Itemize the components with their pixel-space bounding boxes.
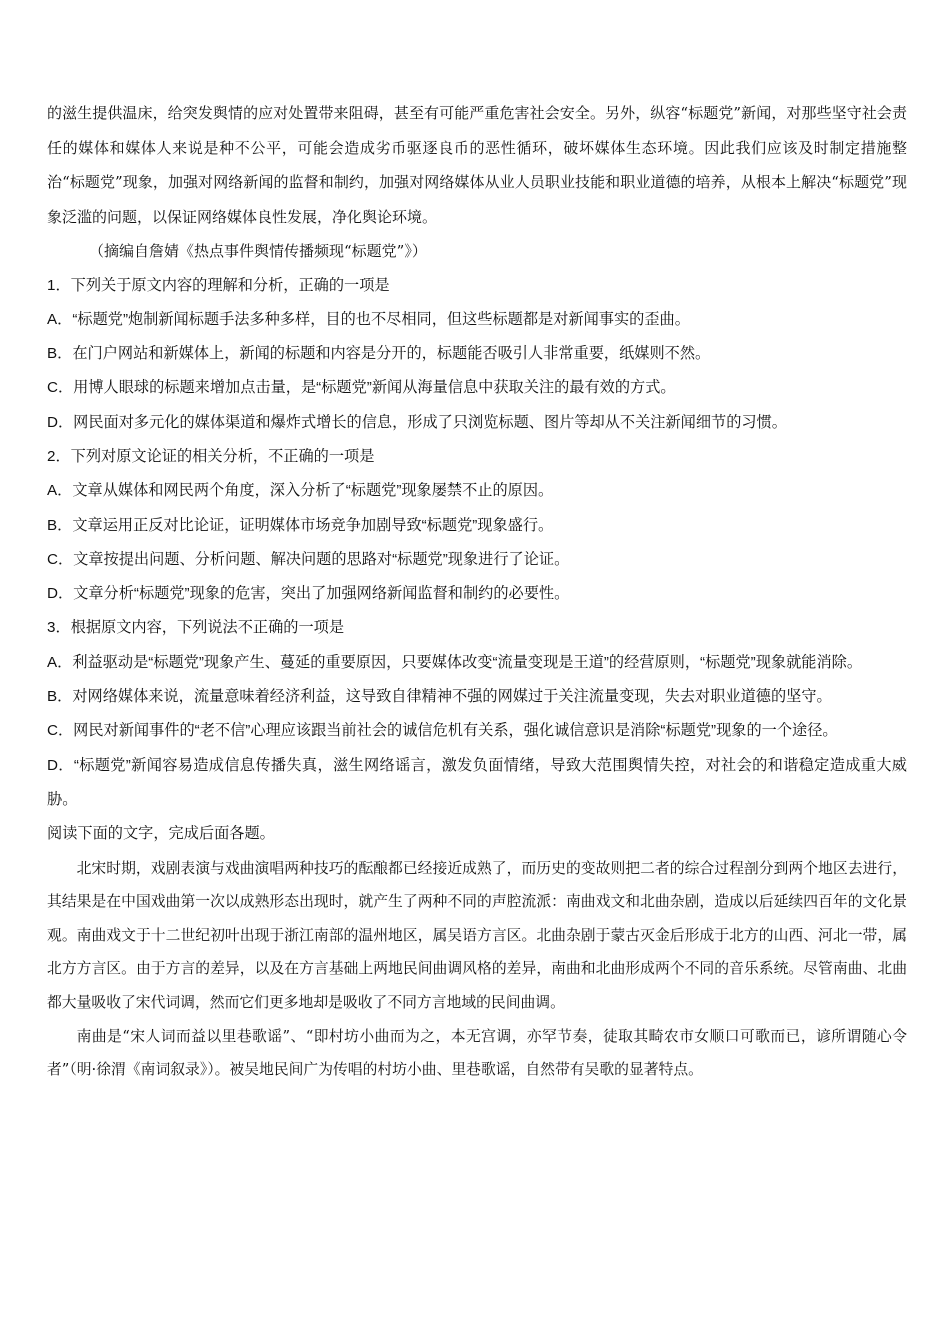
- q2-option-c: C．文章按提出问题、分析问题、解决问题的思路对“标题党”现象进行了论证。: [47, 550, 570, 568]
- passage2-paragraph-1: 北宋时期，戏剧表演与戏曲演唱两种技巧的酝酿都已经接近成熟了，而历史的变故则把二者的综合过程剖分到两个地区去进行，其结果是在中国戏曲第一次以成熟形态出现时，就产生了两种不同的声腔流派：南曲戏文和北曲杂剧，造成以后延续四百年的文化景观。南曲戏文于十二世纪初叶出现于浙江南部的温州地区，属吴语方言区。北曲杂剧于蒙古灭金后形成于北方的山西、河北一带，属北方方言区。由于方言的差异，以及在方言基础上两地民间曲调风格的差异，南曲和北曲形成两个不同的音乐系统。尽管南曲、北曲都大量吸收了宋代词调，然而它们更多地却是吸收了不同方言地域的民间曲调。: [47, 859, 907, 1011]
- q2-stem: 2．下列对原文论证的相关分析，不正确的一项是: [47, 447, 375, 465]
- q1-stem: 1．下列关于原文内容的理解和分析，正确的一项是: [47, 276, 390, 294]
- passage1-source: （摘编自詹婧《热点事件舆情传播频现“标题党”》）: [89, 242, 427, 260]
- q1-option-a: A．“标题党”炮制新闻标题手法多种多样，目的也不尽相同，但这些标题都是对新闻事实的歪曲。: [47, 310, 690, 328]
- q3-option-b: B．对网络媒体来说，流量意味着经济利益，这导致自律精神不强的网媒过于关注流量变现，失去对职业道德的坚守。: [47, 688, 832, 706]
- passage1-continuation: 的滋生提供温床，给突发舆情的应对处置带来阻碍，甚至有可能严重危害社会安全。另外，纵容“标题党”新闻，对那些坚守社会责任的媒体和媒体人来说是种不公平，可能会造成劣币驱逐良币的恶性循环，破坏媒体生态环境。因此我们应该及时制定措施整治“标题党”现象，加强对网络新闻的监督和制约，加强对网络媒体从业人员职业技能和职业道德的培养，从根本上解决“标题党”现象泛滥的问题，以保证网络媒体良性发展，净化舆论环境。: [47, 104, 907, 226]
- q3-stem: 3．根据原文内容，下列说法不正确的一项是: [47, 619, 345, 637]
- q2-option-d: D．文章分析“标题党”现象的危害，突出了加强网络新闻监督和制约的必要性。: [47, 585, 570, 603]
- q1-option-d: D．网民面对多元化的媒体渠道和爆炸式增长的信息，形成了只浏览标题、图片等却从不关注新闻细节的习惯。: [47, 413, 787, 431]
- q3-option-c: C．网民对新闻事件的“老不信”心理应该跟当前社会的诚信危机有关系，强化诚信意识是消除“标题党”现象的一个途径。: [47, 722, 838, 740]
- q3-option-d: D．“标题党”新闻容易造成信息传播失真，滋生网络谣言，激发负面情绪，导致大范围舆情失控，对社会的和谐稳定造成重大威胁。: [47, 756, 907, 808]
- q3-option-a: A．利益驱动是“标题党”现象产生、蔓延的重要原因，只要媒体改变“流量变现是王道”的经营原则，“标题党”现象就能消除。: [47, 653, 863, 671]
- passage2-instruction: 阅读下面的文字，完成后面各题。: [47, 825, 275, 843]
- q1-option-b: B．在门户网站和新媒体上，新闻的标题和内容是分开的，标题能否吸引人非常重要，纸媒则不然。: [47, 345, 711, 363]
- document-page: [47, 96, 907, 1087]
- q2-option-a: A．文章从媒体和网民两个角度，深入分析了“标题党”现象屡禁不止的原因。: [47, 482, 554, 500]
- q2-option-b: B．文章运用正反对比论证，证明媒体市场竞争加剧导致“标题党”现象盛行。: [47, 516, 554, 534]
- passage2-paragraph-2: 南曲是“宋人词而益以里巷歌谣”、“即村坊小曲而为之，本无宫调，亦罕节奏，徒取其畸农市女顺口可歌而已，谚所谓随心令者”（明·徐渭《南词叙录》）。被吴地民间广为传唱的村坊小曲、里巷歌谣，自然带有吴歌的显著特点。: [47, 1027, 907, 1079]
- q1-option-c: C．用博人眼球的标题来增加点击量，是“标题党”新闻从海量信息中获取关注的最有效的方式。: [47, 379, 676, 397]
